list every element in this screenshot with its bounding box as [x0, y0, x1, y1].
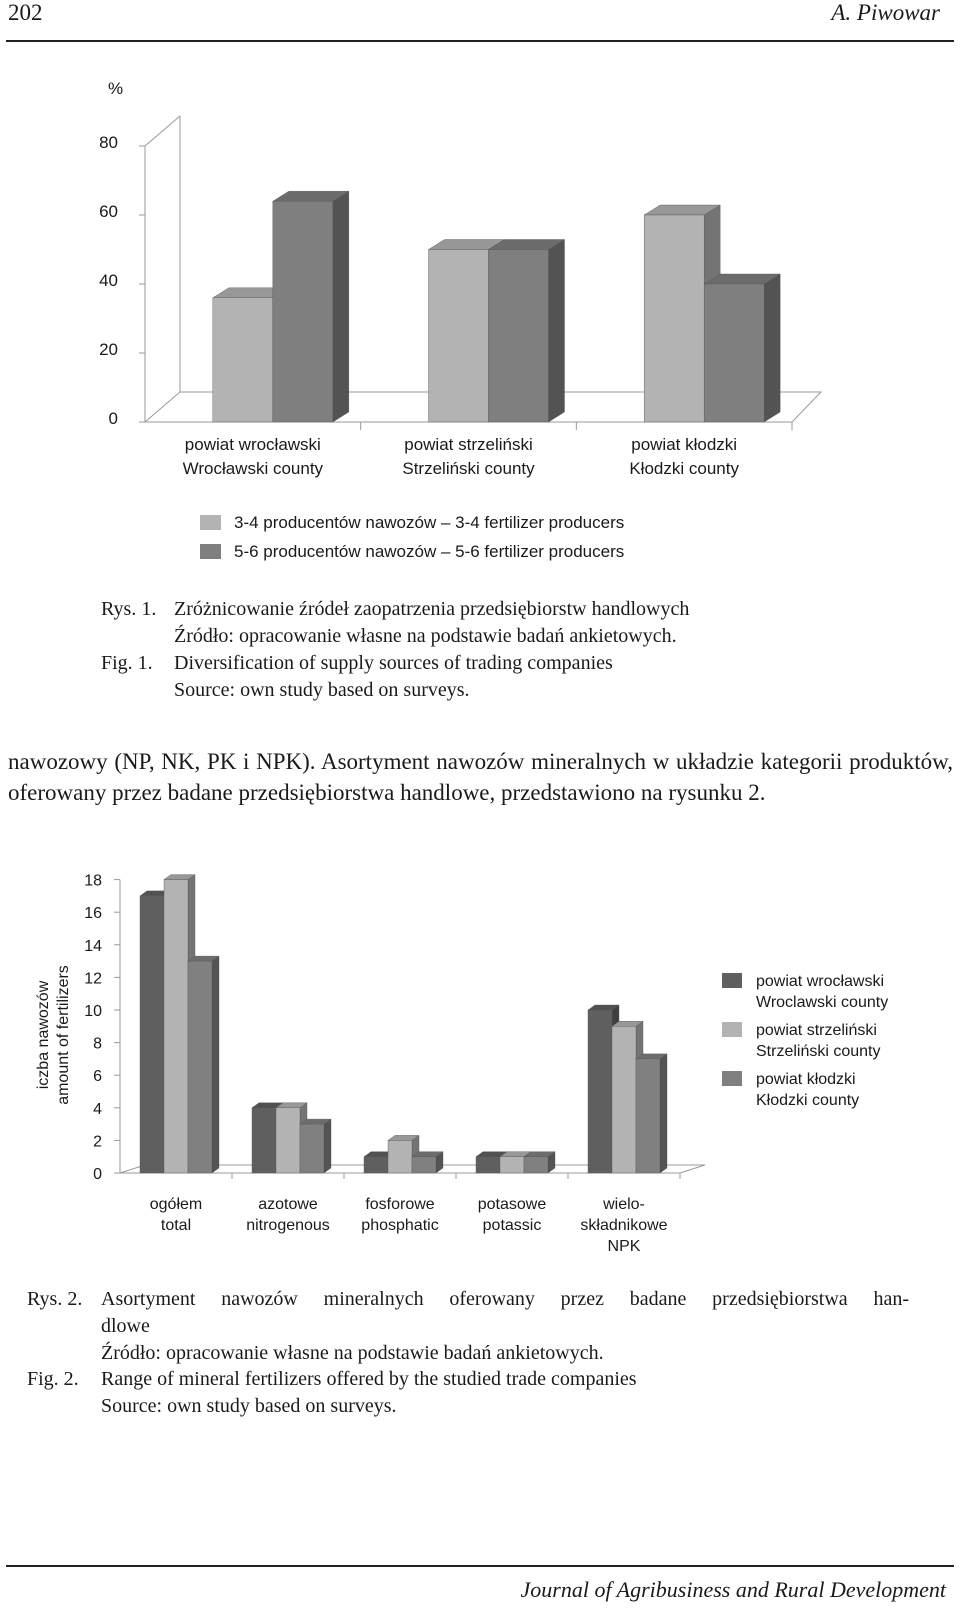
fig2-ylabel: amount of fertilizers	[55, 965, 72, 1105]
fig2-ytick-label: 2	[93, 1133, 102, 1151]
footer-rule	[6, 1565, 954, 1567]
fig2-bar	[300, 1119, 331, 1173]
fig2-category-label: nitrogenous	[246, 1217, 330, 1234]
fig1-labels	[99, 79, 739, 478]
fig2-ytick-label: 16	[84, 905, 102, 923]
fig2-legend-swatch	[722, 1022, 742, 1037]
fig2-category-label: NPK	[607, 1238, 641, 1255]
fig2-legend	[722, 973, 888, 1109]
fig1-bars	[213, 191, 780, 422]
fig2-category-label: potassic	[482, 1217, 542, 1234]
fig1-ytick-label: 0	[108, 409, 118, 428]
fig1-ytick-label: 60	[99, 202, 118, 221]
fig1-category-label: Wrocławski county	[182, 459, 324, 478]
fig1-ytick-label: 80	[99, 133, 118, 152]
fig2-legend-label: Strzeliński county	[756, 1043, 881, 1060]
fig2-category-label: potasowe	[477, 1196, 547, 1213]
fig2-ytick-label: 10	[84, 1003, 102, 1020]
fig2-ytick-label: 14	[84, 937, 102, 955]
fig2-rys-label: Rys. 2.	[27, 1288, 83, 1310]
fig2-ytick-label: 0	[93, 1166, 102, 1183]
fig2-ytick-label: 8	[93, 1035, 102, 1053]
body-paragraph: nawozowy (NP, NK, PK i NPK). Asortyment nawozów mineralnych w układzie kategorii produktów, oferowany przez badane przedsiębiorstwa handlowe, przedstawiono na rysunku 2.	[8, 749, 953, 805]
fig1-category-label: powiat wrocławski	[184, 435, 321, 454]
fig1-fig-source: Source: own study based on surveys.	[174, 679, 470, 701]
page-number: 202	[8, 0, 43, 25]
fig2-rys-source: Źródło: opracowanie własne na podstawie badań ankietowych.	[101, 1342, 604, 1364]
fig1-legend	[200, 513, 624, 561]
fig1-bar	[489, 240, 565, 423]
fig2-ytick-label: 18	[84, 872, 102, 890]
fig1-bar	[273, 191, 349, 422]
fig2-category-label: fosforowe	[365, 1196, 435, 1213]
fig1-category-label: Strzeliński county	[402, 459, 535, 478]
fig2-ytick-label: 6	[93, 1068, 102, 1086]
fig1-category-label: powiat kłodzki	[631, 435, 738, 454]
fig1-fig-title: Diversification of supply sources of trading companies	[174, 652, 613, 674]
fig2-category-label: azotowe	[258, 1196, 318, 1213]
fig2-fig-title: Range of mineral fertilizers offered by the studied trade companies	[101, 1368, 637, 1390]
fig2-bar	[636, 1054, 667, 1173]
fig2-legend-label: powiat strzeliński	[756, 1022, 877, 1039]
fig2-legend-swatch	[722, 1071, 742, 1086]
fig2-category-label: total	[160, 1217, 192, 1234]
fig2-category-label: składnikowe	[580, 1217, 668, 1234]
fig2-legend-swatch	[722, 973, 742, 988]
fig2-fig-source: Source: own study based on surveys.	[101, 1395, 397, 1417]
fig1-rys-label: Rys. 1.	[101, 598, 157, 620]
fig1-category-label: Kłodzki county	[629, 459, 739, 478]
fig2-ytick-label: 12	[84, 970, 102, 988]
journal-name: Journal of Agribusiness and Rural Development	[520, 1577, 946, 1602]
fig1-wall-top	[145, 116, 180, 146]
fig2-bar	[412, 1152, 443, 1173]
fig1-bar	[704, 274, 780, 422]
fig1-fig-label: Fig. 1.	[101, 652, 153, 674]
fig2-fig-label: Fig. 2.	[27, 1368, 79, 1390]
fig2-labels	[35, 873, 668, 1255]
fig2-legend-label: Wroclawski county	[756, 994, 889, 1011]
fig1-rys-title: Zróżnicowanie źródeł zaopatrzenia przedsiębiorstw handlowych	[174, 598, 690, 620]
fig2-bars	[140, 875, 667, 1173]
fig1-legend-swatch	[200, 544, 221, 559]
fig1-legend-label: 5-6 producentów nawozów – 5-6 fertilizer producers	[234, 542, 625, 561]
fig1-legend-swatch	[200, 515, 221, 530]
fig2-category-label: ogółem	[149, 1196, 203, 1213]
fig1-category-label: powiat strzeliński	[404, 435, 533, 454]
fig2-ylabel: iczba nawozów	[35, 980, 52, 1090]
fig2-ytick-label: 4	[93, 1100, 102, 1118]
fig1-ytick-label: 20	[99, 340, 118, 359]
fig2-bar	[524, 1152, 555, 1173]
figure-2-chart	[0, 860, 960, 1270]
fig1-ytick-label: 40	[99, 271, 118, 290]
fig1-legend-label: 3-4 producentów nawozów – 3-4 fertilizer producers	[234, 513, 625, 532]
fig2-rys-title-line1: Asortyment nawozów mineralnych oferowany przez badane przedsiębiorstwa han-	[101, 1288, 909, 1310]
fig2-legend-label: powiat kłodzki	[756, 1071, 856, 1088]
fig2-legend-label: powiat wrocławski	[756, 973, 885, 990]
fig2-bar	[188, 956, 219, 1173]
figure-1-chart	[0, 60, 960, 580]
running-author: A. Piwowar	[831, 0, 940, 25]
fig2-category-label: phosphatic	[361, 1217, 439, 1234]
fig2-category-label: wielo-	[603, 1196, 645, 1213]
fig1-ylabel: %	[108, 79, 124, 98]
fig2-rys-title-line2: dlowe	[101, 1315, 150, 1337]
fig1-rys-source: Źródło: opracowanie własne na podstawie badań ankietowych.	[174, 625, 677, 647]
fig2-legend-label: Kłodzki county	[756, 1092, 860, 1109]
header-rule	[6, 40, 954, 42]
